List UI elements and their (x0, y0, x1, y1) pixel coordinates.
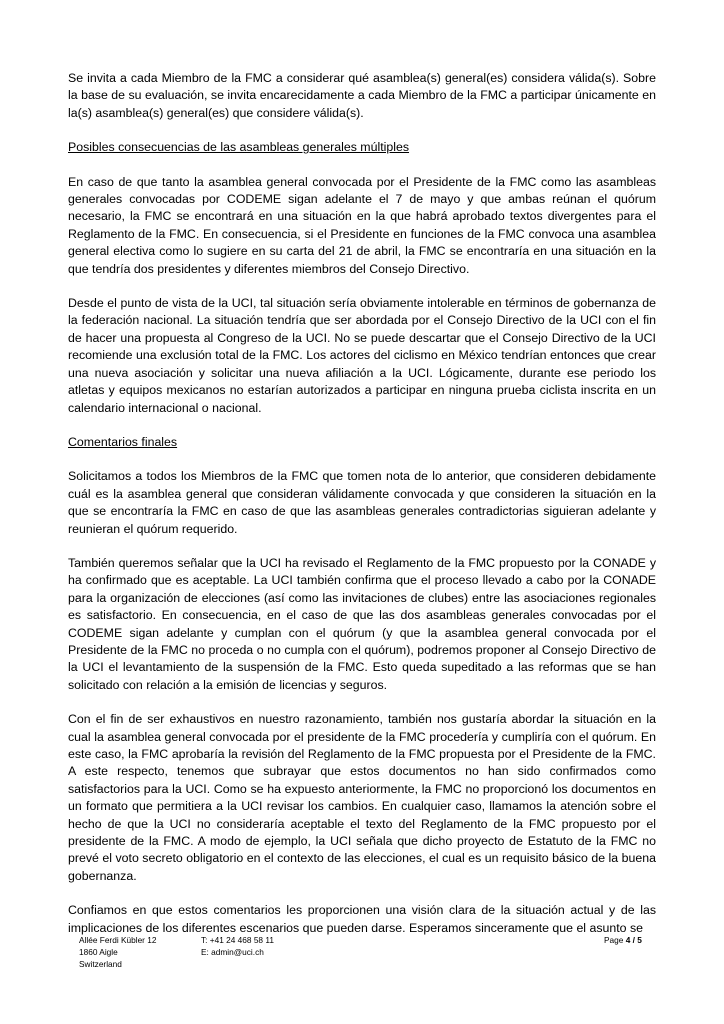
paragraph-2: En caso de que tanto la asamblea general convocada por el Presidente de la FMC como las asambleas generales convocadas por CODEME sigan adelante el 7 de mayo y que ambas reúnan el quórum necesario, la FMC se encontrará en una situación en la que habrá aprobado textos divergentes para el Reglamento de la FMC. En consecuencia, si el Presidente en funciones de la FMC convoca una asamblea general electiva como lo sugiere en su carta del 21 de abril, la FMC se encontraría en una situación en la que tendría dos presidentes y diferentes miembros del Consejo Directivo. (68, 174, 656, 276)
address-line-street: Allée Ferdi Kübler 12 (79, 935, 157, 945)
address-line-city: 1860 Aigle (79, 947, 118, 957)
page-number (604, 934, 642, 946)
footer-contact (201, 934, 274, 958)
footer-email: E: admin@uci.ch (201, 947, 264, 957)
section-heading-final-comments: Comentarios finales (68, 434, 178, 449)
page-separator: / (630, 935, 638, 945)
address-line-country: Switzerland (79, 959, 122, 969)
paragraph-1: Se invita a cada Miembro de la FMC a considerar qué asamblea(s) general(es) considera válida(s). Sobre la base de su evaluación, se invita encarecidamente a cada Miembro de la FMC a participar únicamente en la(s) asamblea(s) general(es) que considere válida(s). (68, 71, 656, 120)
paragraph-5: También queremos señalar que la UCI ha revisado el Reglamento de la FMC propuesto por la CONADE y ha confirmado que es aceptable. La UCI también confirma que el proceso llevado a cabo por la CONADE para la organización de elecciones (así como las invitaciones de clubes) entre las asociaciones regionales es satisfactorio. En consecuencia, en el caso de que las dos asambleas generales convocadas por el CODEME sigan adelante y cumplan con el quórum (y que la asamblea general convocada por el Presidente de la FMC no proceda o no cumpla con el quórum), podremos proponer al Consejo Directivo de la UCI el levantamiento de la suspensión de la FMC. Esto queda supeditado a las reformas que se han solicitado con relación a la emisión de licencias y seguros. (68, 555, 656, 692)
paragraph-4: Solicitamos a todos los Miembros de la FMC que tomen nota de lo anterior, que consideren debidamente cuál es la asamblea general que consideran válidamente convocada y que consideren la situación en la que se encontraría la FMC en caso de que las asambleas generales contradictorias siguieran adelante y reunieran el quórum requerido. (68, 469, 656, 536)
footer-phone: T: +41 24 468 58 11 (201, 935, 274, 945)
paragraph-3: Desde el punto de vista de la UCI, tal situación sería obviamente intolerable en términos de gobernanza de la federación nacional. La situación tendría que ser abordada por el Consejo Directivo de la UCI con el fin de hacer una propuesta al Congreso de la UCI. No se puede descartar que el Consejo Directivo de la UCI recomiende una exclusión total de la FMC. Los actores del ciclismo en México tendrían entonces que crear una nueva asociación y solicitar una nueva afiliación a la UCI. Lógicamente, durante ese periodo los atletas y equipos mexicanos no estarían autorizados a participar en ninguna prueba ciclista inscrita en un calendario internacional o nacional. (68, 296, 656, 415)
page-current: 4 (625, 935, 631, 945)
page-label: Page (604, 935, 626, 945)
paragraph-6: Con el fin de ser exhaustivos en nuestro razonamiento, también nos gustaría abordar la situación en la cual la asamblea general convocada por el presidente de la FMC procedería y cumpliría con el quórum. En este caso, la FMC aprobaría la revisión del Reglamento de la FMC propuesta por el Presidente de la FMC. A este respecto, tenemos que subrayar que estos documentos no han sido confirmados como satisfactorios para la UCI. Como se ha expuesto anteriormente, la FMC no proporcionó los documentos en un formato que permitiera a la UCI revisar los cambios. En cualquier caso, llamamos la atención sobre el hecho de que la UCI no consideraría aceptable el texto del Reglamento de la FMC propuesto por el presidente de la FMC. A modo de ejemplo, la UCI señala que dicho proyecto de Estatuto de la FMC no prevé el voto secreto obligatorio en el contexto de las elecciones, el cual es un requisito básico de la buena gobernanza. (68, 712, 656, 883)
page-total: 5 (637, 935, 642, 945)
footer-address (79, 934, 156, 970)
section-heading-consequences: Posibles consecuencias de las asambleas generales múltiples (68, 140, 410, 155)
paragraph-7: Confiamos en que estos comentarios les proporcionen una visión clara de la situación actual y de las implicaciones de los diferentes escenarios que pueden darse. Esperamos sinceramente que el asunto se (68, 903, 656, 935)
body-text (68, 70, 656, 954)
